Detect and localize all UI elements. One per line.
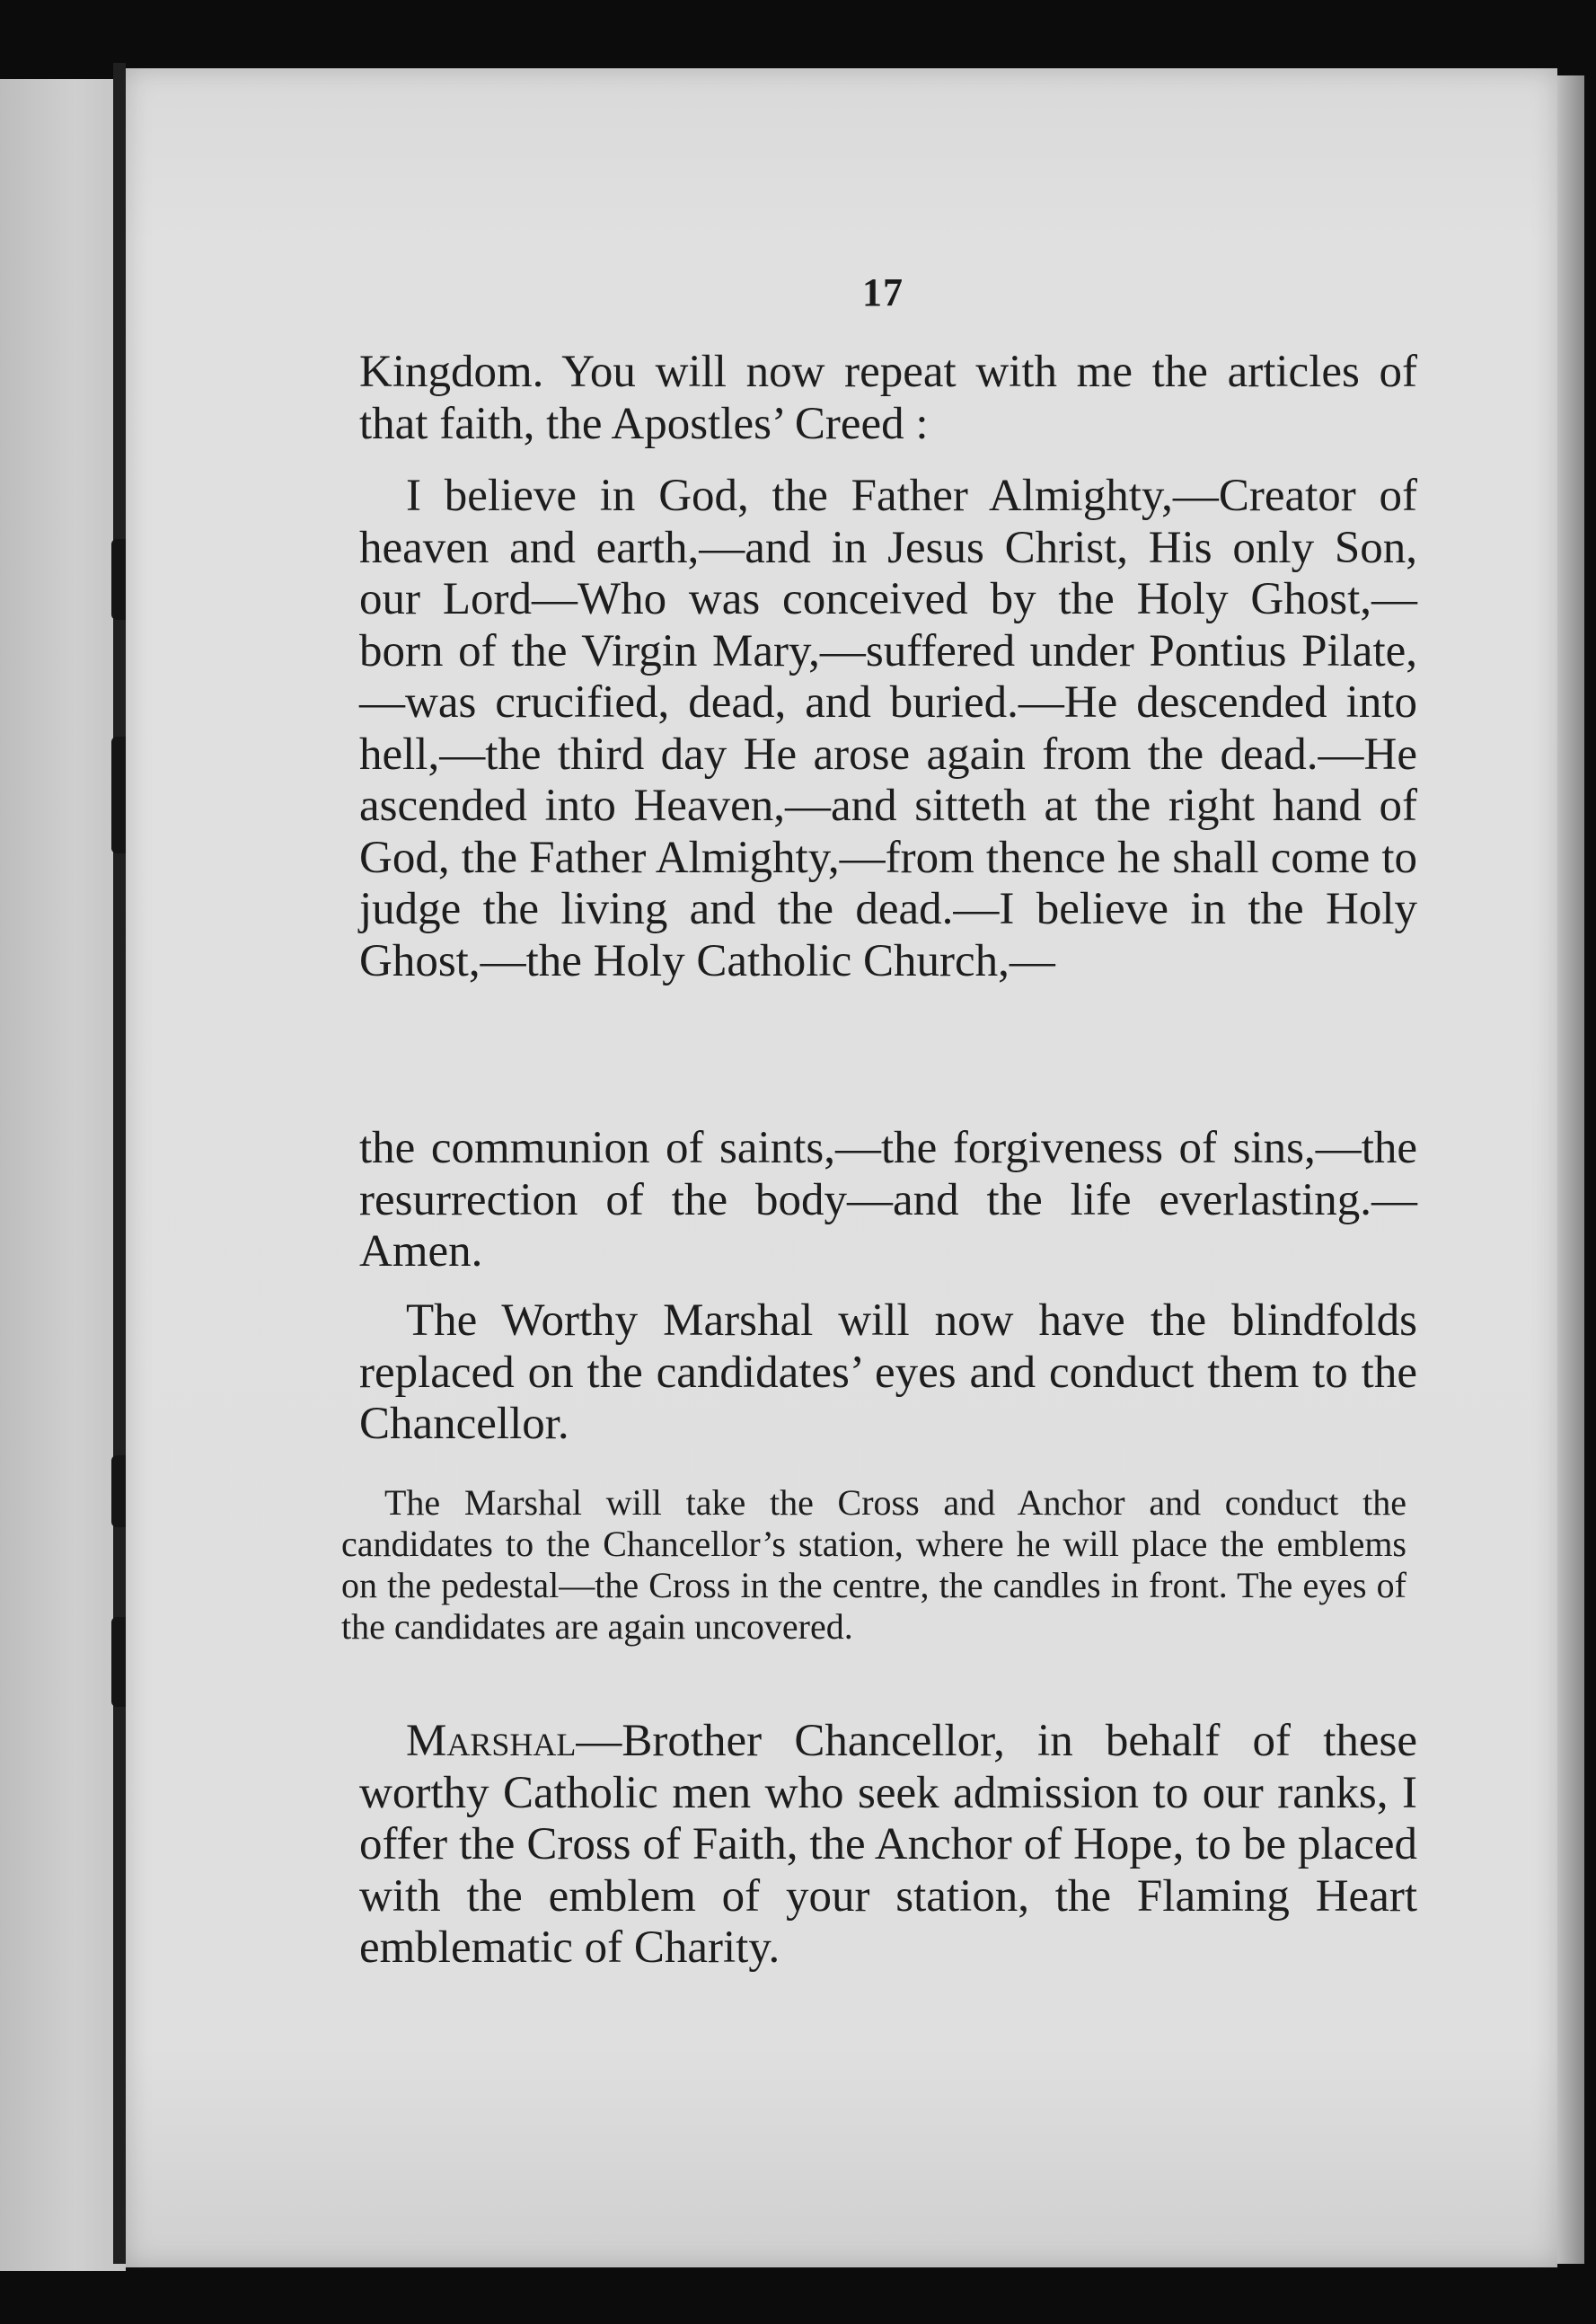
page-number: 17 — [862, 270, 904, 314]
speech-text: —Brother Chancellor, in behalf of these worthy Catholic men who seek admission to our ranks, I offer the Cross of Faith, the Anchor of Hope, to be placed with the emblem of your station, the Flaming Heart emblematic of Charity. — [359, 1716, 1417, 1973]
rubric-small-print: The Marshal will take the Cross and Anchor and conduct the candidates to the Chancellor’s station, where he will place the emblems on the pedestal—the Cross in the centre, the candles in front. The eyes of the candidates are again uncovered. — [341, 1482, 1406, 1647]
facing-page-edge — [0, 79, 126, 2271]
paragraph-marshal-speech — [359, 1716, 1417, 1975]
page-right-edge — [1557, 75, 1584, 2264]
speaker-name: Marshal — [406, 1716, 577, 1766]
binding-gutter — [113, 63, 126, 2264]
paragraph-apostles-creed: I believe in God, the Father Almighty,—Creator of heaven and earth,—and in Jesus Christ, His only Son, our Lord—Who was conceived by the Holy Ghost,—born of the Virgin Mary,—suffered under Pontius Pilate, —was crucified, dead, and buried.—He descended into hell,—the third day He arose again from the dead.—He ascended into Heaven,—and sitteth at the right hand of God, the Father Almighty,—from thence he shall come to judge the living and the dead.—I believe in the Holy Ghost,—the Holy Catholic Church,— — [359, 471, 1417, 986]
paragraph-creed-conclusion: the communion of saints,—the forgiveness of sins,—the resurrection of the body—and the life everlasting.—Amen. — [359, 1123, 1417, 1277]
paragraph-marshal-instruction: The Worthy Marshal will now have the blindfolds replaced on the candidates’ eyes and conduct them to the Chancellor. — [359, 1295, 1417, 1449]
paragraph-creed-intro: Kingdom. You will now repeat with me the articles of that faith, the Apostles’ Creed : — [359, 347, 1417, 449]
